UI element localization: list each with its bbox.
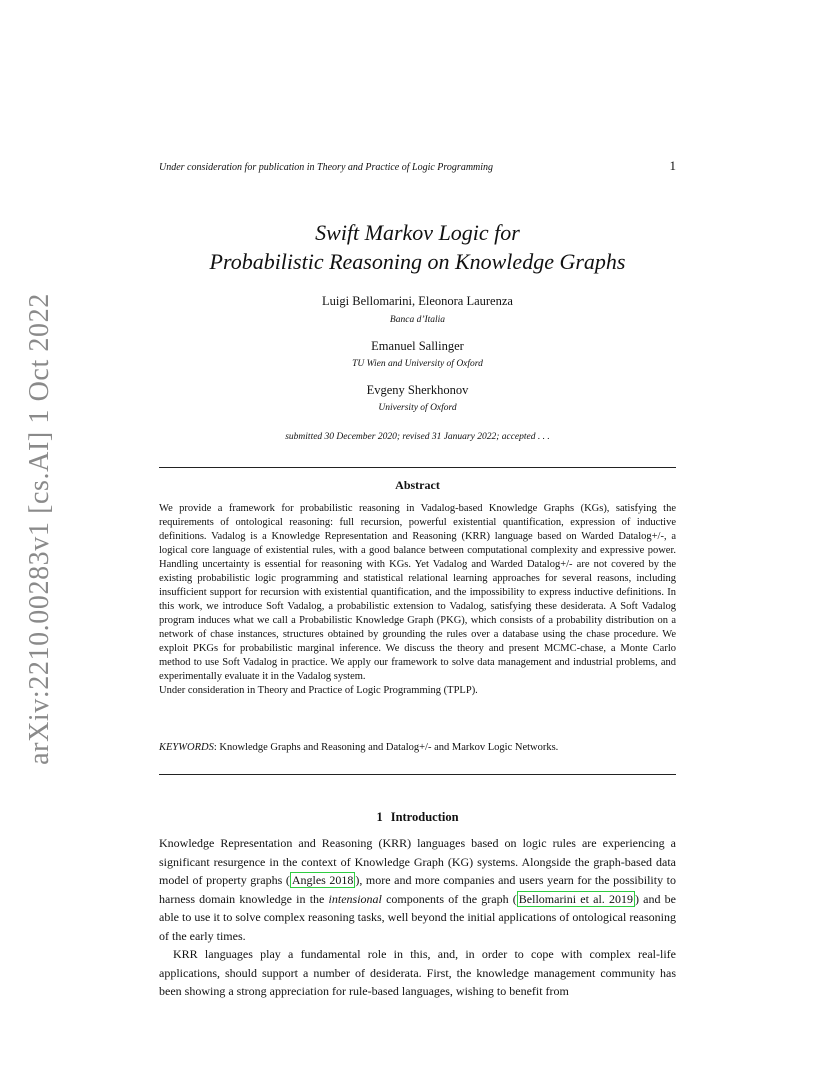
author-names: Luigi Bellomarini, Eleonora Laurenza xyxy=(322,294,513,308)
keywords-label: KEYWORDS xyxy=(159,742,214,753)
author-names: Emanuel Sallinger xyxy=(371,339,464,353)
intro-text-segment: components of the graph ( xyxy=(381,891,517,906)
submission-dates: submitted 30 December 2020; revised 31 January 2022; accepted . . . xyxy=(285,432,550,442)
intro-text-segment: ), more and more companies and users yearn for the possibility to harness domain knowledge in the xyxy=(159,873,676,906)
intro-text xyxy=(159,834,676,1001)
citation-link[interactable]: Bellomarini et al. 2019 xyxy=(518,891,633,906)
top-rule xyxy=(159,467,676,468)
intro-text-segment: ) and be able to use it to solve complex reasoning tasks, well beyond the initial applications of ontological reasoning of the early times. xyxy=(159,891,676,943)
emphasis-text: intensional xyxy=(328,891,382,906)
running-head-text: Under consideration for publication in Theory and Practice of Logic Programming xyxy=(159,162,494,173)
intro-paragraph xyxy=(159,834,676,945)
abstract-body xyxy=(159,502,676,698)
section-title: Introduction xyxy=(390,810,459,824)
intro-paragraph: KRR languages play a fundamental role in this, and, in order to cope with complex real-life applications, should support a number of desiderata. First, the knowledge management community has been showing a strong appreciation for rule-based languages, wishing to benefit from xyxy=(159,947,676,998)
title-line-1: Swift Markov Logic for xyxy=(315,220,520,245)
section-number: 1 xyxy=(376,810,383,824)
arxiv-stamp xyxy=(18,293,62,765)
arxiv-id: arXiv:2210.00283v1 [cs.AI] 1 Oct 2022 xyxy=(24,293,55,765)
author-affiliation: Banca d’Italia xyxy=(389,315,446,325)
paper-title xyxy=(159,218,676,276)
abstract-text: We provide a framework for probabilistic reasoning in Vadalog-based Knowledge Graphs (KGs), satisfying the requirements of ontological reasoning: full recursion, powerful existential quantification, expression of inductive definitions. Vadalog is a Knowledge Representation and Reasoning (KRR) language based on Warded Datalog+/-, a logical core language of existential rules, with a good balance between computational complexity and expressive power. Handling uncertainty is essential for reasoning with KGs. Yet Vadalog and Warded Datalog+/- are not covered by the existing probabilistic logic programming and statistical relational learning approaches for several reasons, including insufficient support for recursion with existential quantification, and the impossibility to express inductive definitions. In this work, we introduce Soft Vadalog, a probabilistic extension to Vadalog, satisfying these desiderata. A Soft Vadalog program induces what we call a Probabilistic Knowledge Graph (PKG), which consists of a probability distribution on a network of chase instances, structures obtained by grounding the rules over a database using the chase procedure. We exploit PKGs for probabilistic marginal inference. We discuss the theory and present MCMC-chase, a Monte Carlo method to use Soft Vadalog in practice. We apply our framework to solve data management and industrial problems, and experimentally evaluate it in the Vadalog system. xyxy=(159,503,676,682)
abstract-heading: Abstract xyxy=(395,478,440,492)
author-names: Evgeny Sherkhonov xyxy=(366,383,469,397)
running-head xyxy=(159,158,676,174)
abstract-note: Under consideration in Theory and Practice of Logic Programming (TPLP). xyxy=(159,685,478,696)
section-heading xyxy=(159,810,676,825)
title-line-2: Probabilistic Reasoning on Knowledge Graphs xyxy=(209,249,626,274)
author-affiliation: University of Oxford xyxy=(378,403,457,413)
keywords xyxy=(159,742,676,753)
intro-text-segment: Knowledge Representation and Reasoning (KRR) languages based on logic rules are experiencing a significant resurgence in the context of Knowledge Graph (KG) systems. Alongside the graph-based data model of property graphs ( xyxy=(159,836,676,887)
bottom-rule xyxy=(159,774,676,775)
citation-link[interactable]: Angles 2018 xyxy=(291,873,354,887)
page-number: 1 xyxy=(669,158,676,173)
keywords-text: : Knowledge Graphs and Reasoning and Datalog+/- and Markov Logic Networks. xyxy=(213,742,559,753)
author-affiliation: TU Wien and University of Oxford xyxy=(352,359,483,369)
